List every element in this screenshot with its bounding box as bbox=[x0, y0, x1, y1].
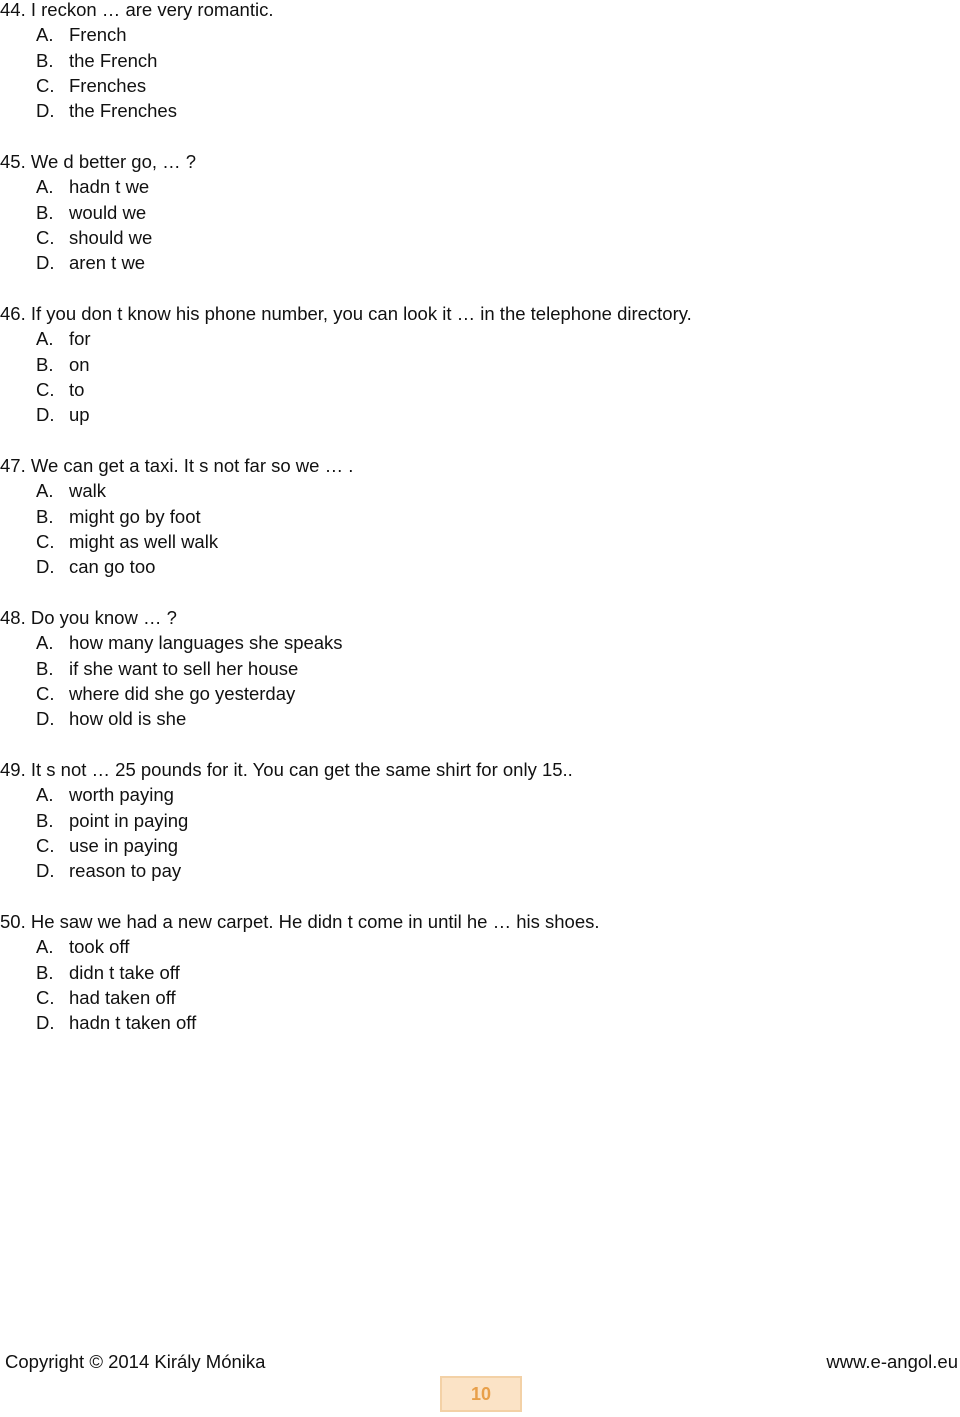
option-b bbox=[0, 352, 692, 377]
option-text: might go by foot bbox=[69, 505, 201, 527]
option-text: use in paying bbox=[69, 834, 179, 856]
question-47 bbox=[0, 453, 353, 579]
option-a bbox=[0, 630, 343, 655]
option-letter: B. bbox=[36, 505, 54, 527]
option-a bbox=[0, 326, 692, 351]
option-b bbox=[0, 656, 343, 681]
footer-website: www.e-angol.eu bbox=[826, 1351, 958, 1372]
option-text: for bbox=[69, 328, 91, 350]
option-text: how many languages she speaks bbox=[69, 632, 343, 654]
option-letter: D. bbox=[36, 252, 55, 274]
option-d bbox=[0, 706, 343, 731]
option-letter: A. bbox=[36, 784, 54, 806]
option-text: didn t take off bbox=[69, 961, 180, 983]
option-letter: B. bbox=[36, 49, 54, 71]
option-c bbox=[0, 377, 692, 402]
option-letter: D. bbox=[36, 100, 55, 122]
option-text: how old is she bbox=[69, 708, 187, 730]
question-50 bbox=[0, 909, 600, 1035]
option-text: Frenches bbox=[69, 74, 147, 96]
question-stem: 50. He saw we had a new carpet. He didn t come in until he … his shoes. bbox=[0, 911, 600, 932]
option-letter: A. bbox=[36, 176, 54, 198]
option-c bbox=[0, 681, 343, 706]
option-letter: A. bbox=[36, 480, 54, 502]
option-d bbox=[0, 554, 353, 579]
option-letter: A. bbox=[36, 328, 54, 350]
option-letter: B. bbox=[36, 809, 54, 831]
option-c bbox=[0, 985, 600, 1010]
option-d bbox=[0, 1010, 600, 1035]
option-letter: D. bbox=[36, 556, 55, 578]
option-text: walk bbox=[69, 480, 107, 502]
option-b bbox=[0, 48, 274, 73]
option-text: reason to pay bbox=[69, 860, 182, 882]
option-c bbox=[0, 529, 353, 554]
option-text: hadn t taken off bbox=[69, 1012, 197, 1034]
option-text: to bbox=[69, 378, 85, 400]
option-c bbox=[0, 225, 196, 250]
option-text: should we bbox=[69, 226, 153, 248]
option-a bbox=[0, 22, 274, 47]
option-text: can go too bbox=[69, 556, 156, 578]
page-number: 10 bbox=[440, 1376, 522, 1412]
option-text: hadn t we bbox=[69, 176, 150, 198]
option-text: where did she go yesterday bbox=[69, 682, 296, 704]
option-text: worth paying bbox=[69, 784, 174, 806]
option-letter: D. bbox=[36, 708, 55, 730]
option-a bbox=[0, 478, 353, 503]
option-text: if she want to sell her house bbox=[69, 657, 299, 679]
option-letter: D. bbox=[36, 860, 55, 882]
option-letter: A. bbox=[36, 632, 54, 654]
question-44 bbox=[0, 0, 274, 123]
option-text: had taken off bbox=[69, 986, 176, 1008]
option-b bbox=[0, 960, 600, 985]
question-stem: 49. It s not … 25 pounds for it. You can get the same shirt for only 15.. bbox=[0, 759, 573, 780]
question-stem: 45. We d better go, … ? bbox=[0, 151, 197, 172]
option-letter: B. bbox=[36, 961, 54, 983]
option-text: aren t we bbox=[69, 252, 146, 274]
option-d bbox=[0, 402, 692, 427]
option-letter: C. bbox=[36, 530, 55, 552]
option-letter: D. bbox=[36, 404, 55, 426]
option-letter: B. bbox=[36, 657, 54, 679]
option-letter: B. bbox=[36, 201, 54, 223]
option-a bbox=[0, 174, 196, 199]
option-letter: A. bbox=[36, 936, 54, 958]
question-45 bbox=[0, 149, 196, 275]
question-49 bbox=[0, 757, 573, 883]
option-text: the Frenches bbox=[69, 100, 177, 122]
option-text: on bbox=[69, 353, 90, 375]
option-letter: C. bbox=[36, 74, 55, 96]
option-letter: C. bbox=[36, 226, 55, 248]
option-letter: C. bbox=[36, 986, 55, 1008]
option-b bbox=[0, 200, 196, 225]
option-letter: C. bbox=[36, 378, 55, 400]
option-b bbox=[0, 808, 573, 833]
question-48 bbox=[0, 605, 343, 731]
option-letter: C. bbox=[36, 682, 55, 704]
option-letter: D. bbox=[36, 1012, 55, 1034]
option-d bbox=[0, 858, 573, 883]
question-46 bbox=[0, 301, 692, 427]
option-text: French bbox=[69, 24, 127, 46]
option-text: the French bbox=[69, 49, 158, 71]
question-stem: 47. We can get a taxi. It s not far so we … . bbox=[0, 455, 354, 476]
option-text: might as well walk bbox=[69, 530, 219, 552]
option-letter: B. bbox=[36, 353, 54, 375]
question-stem: 46. If you don t know his phone number, you can look it … in the telephone directory. bbox=[0, 303, 692, 324]
option-text: up bbox=[69, 404, 90, 426]
option-c bbox=[0, 833, 573, 858]
option-c bbox=[0, 73, 274, 98]
option-text: took off bbox=[69, 936, 130, 958]
option-a bbox=[0, 782, 573, 807]
option-d bbox=[0, 250, 196, 275]
option-letter: A. bbox=[36, 24, 54, 46]
question-stem: 48. Do you know … ? bbox=[0, 607, 177, 628]
option-letter: C. bbox=[36, 834, 55, 856]
option-b bbox=[0, 504, 353, 529]
option-d bbox=[0, 98, 274, 123]
question-stem: 44. I reckon … are very romantic. bbox=[0, 0, 274, 20]
option-text: point in paying bbox=[69, 809, 189, 831]
option-text: would we bbox=[69, 201, 147, 223]
footer-copyright: Copyright © 2014 Király Mónika bbox=[5, 1351, 266, 1372]
option-a bbox=[0, 934, 600, 959]
